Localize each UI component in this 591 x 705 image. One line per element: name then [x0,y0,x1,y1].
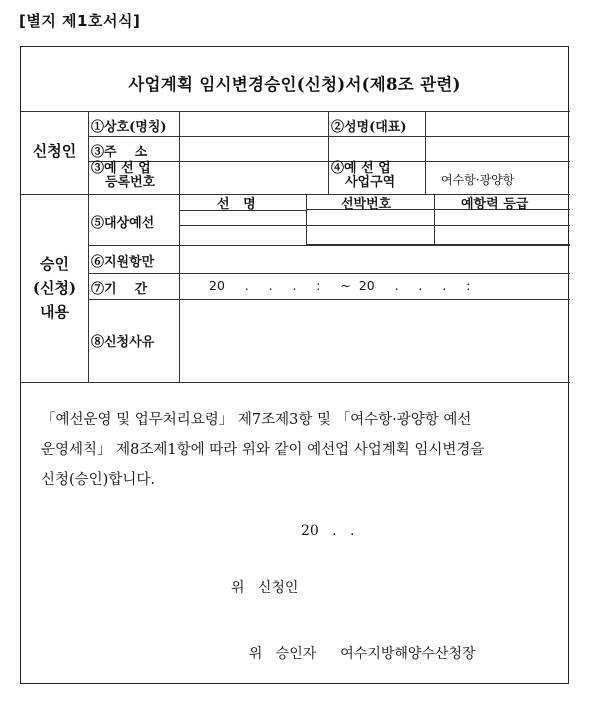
vessel-col-grade: 예항력 등급 [461,197,529,212]
vessel-col-number: 선박번호 [341,197,392,212]
business-name-label: ①상호(명칭) [91,120,167,135]
col-label-divider [179,111,180,382]
col-mid-divider-area [328,161,329,194]
application-form [20,46,569,684]
approval-section-label: 승인 (신청) 내용 [32,255,77,321]
col-section-divider [88,111,89,382]
target-vessel-label: ⑤대상예선 [91,216,155,231]
col-vessel-div1 [306,194,307,245]
rule-row2 [88,161,570,162]
form-title: 사업계획 임시변경승인(신청)서(제8조 관련) [128,75,461,94]
business-area-value: 여수항·광양항 [441,173,515,187]
approver-line: 위 승인자 여수지방해양수산청장 [248,646,476,662]
rule-bottom [21,382,570,383]
approver-name: 여수지방해양수산청장 [340,646,476,662]
rule-row-port [88,245,570,246]
form-number-label: [별지 제1호서식] [19,12,141,30]
reason-label: ⑧신청사유 [91,335,155,350]
rule-row-reason [88,299,570,300]
applicant-signature-line: 위 신청인 [231,580,299,596]
rule-vessel-left2 [179,225,306,226]
rule-row1 [88,136,570,137]
reg-no-label: ③예 선 업 등록번호 [91,161,156,190]
rule-row-period [88,273,570,274]
col-mid-divider-top2 [425,111,426,161]
applicant-section-label: 신청인 [32,142,77,160]
period-value: 20 . . . : ~ 20 . . . : [209,278,471,293]
application-date: 20 . . [301,523,355,539]
period-label: ⑦기 간 [91,282,148,297]
vessel-col-name: 선 명 [217,197,256,212]
business-area-label: ④예 선 업 사업구역 [331,161,396,190]
col-vessel-div2 [434,194,435,245]
application-statement: 「예선운영 및 업무처리요령」 제7조제3항 및 「여수항·광양항 예선 운영세칙」 제8조제1항에 따라 위와 같이 예선업 사업계획 임시변경을 신청(승인)합니다. [41,412,485,488]
support-port-label: ⑥지원항만 [91,255,155,270]
rule-vessel-row1 [306,225,570,226]
rep-name-label: ②성명(대표) [331,120,407,135]
rule-top [21,111,570,112]
col-mid-divider-area2 [425,161,426,194]
address-label: ③주 소 [91,145,148,160]
col-mid-divider-top [328,111,329,161]
